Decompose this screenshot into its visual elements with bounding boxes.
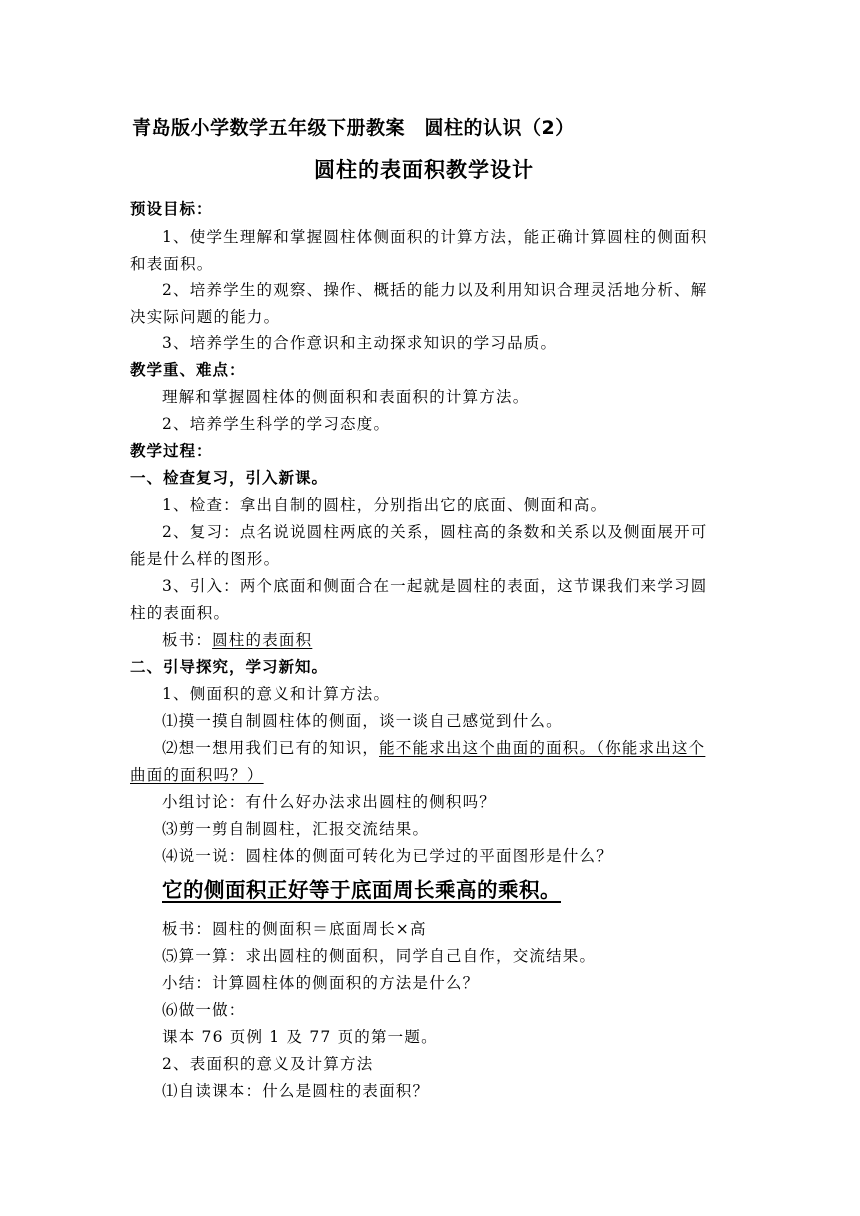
document-subtitle: 圆柱的表面积教学设计: [314, 158, 534, 182]
step-2-text: ⑵想一想用我们已有的知识，: [162, 739, 380, 757]
goal-3: 3、培养学生的合作意识和主动探求知识的学习品质。: [162, 334, 558, 352]
step-4: ⑷说一说：圆柱体的侧面可转化为已学过的平面图形是什么？: [162, 847, 613, 865]
section-2-heading: 二、引导探究，学习新知。: [130, 658, 329, 676]
step-3: ⑶剪一剪自制圆柱，汇报交流结果。: [162, 820, 430, 838]
step-1: ⑴摸一摸自制圆柱体的侧面，谈一谈自己感觉到什么。: [162, 712, 563, 730]
step-6: ⑹做一做：: [162, 1001, 246, 1019]
step-2-line-2: 曲面的面积吗？）: [130, 766, 264, 784]
goals-heading: 预设目标：: [130, 200, 213, 218]
step-7: ⑴自读课本：什么是圆柱的表面积？: [162, 1082, 430, 1100]
section-1-heading: 一、检查复习，引入新课。: [130, 469, 329, 487]
conclusion: 它的侧面积正好等于底面周长乘高的乘积。: [162, 878, 561, 902]
section-2-item-1: 1、侧面积的意义和计算方法。: [162, 685, 391, 703]
blackboard-title: 圆柱的表面积: [212, 631, 313, 649]
key-points-heading: 教学重、难点：: [130, 361, 246, 379]
blackboard-note-2: 板书：圆柱的侧面积＝底面周长×高: [162, 920, 427, 938]
goal-1-line-2: 和表面积。: [130, 255, 214, 273]
step-2-underlined: 能不能求出这个曲面的面积。（你能求出这个: [379, 739, 706, 757]
group-discussion: 小组讨论：有什么好办法求出圆柱的侧积吗？: [162, 793, 497, 811]
section-1-item-2-line-1: 2、复习：点名说说圆柱两底的关系，圆柱高的条数和关系以及侧面展开可: [162, 523, 708, 541]
key-point-2: 2、培养学生科学的学习态度。: [162, 415, 391, 433]
goal-2-line-1: 2、培养学生的观察、操作、概括的能力以及利用知识合理灵活地分析、解: [162, 281, 708, 299]
summary: 小结：计算圆柱体的侧面积的方法是什么？: [162, 974, 480, 992]
goal-2-line-2: 决实际问题的能力。: [130, 308, 281, 326]
section-1-item-2-line-2: 能是什么样的图形。: [130, 550, 281, 568]
goal-1-line-1: 1、使学生理解和掌握圆柱体侧面积的计算方法，能正确计算圆柱的侧面积: [162, 228, 708, 246]
textbook-reference: 课本 76 页例 1 及 77 页的第一题。: [162, 1028, 438, 1046]
section-1-item-1: 1、检查：拿出自制的圆柱，分别指出它的底面、侧面和高。: [162, 496, 608, 514]
section-2-item-2: 2、表面积的意义及计算方法: [162, 1055, 374, 1073]
step-2-line-1: [162, 738, 705, 758]
process-heading: 教学过程：: [130, 442, 213, 460]
section-1-item-3-line-1: 3、引入：两个底面和侧面合在一起就是圆柱的表面，这节课我们来学习圆: [162, 577, 708, 595]
key-point-1: 理解和掌握圆柱体的侧面积和表面积的计算方法。: [162, 388, 530, 406]
section-1-item-3-line-2: 柱的表面积。: [130, 604, 231, 622]
step-5: ⑸算一算：求出圆柱的侧面积，同学自己自作，交流结果。: [162, 947, 597, 965]
blackboard-note-1: [162, 630, 312, 650]
document-title: 青岛版小学数学五年级下册教案 圆柱的认识（2）: [132, 117, 575, 139]
blackboard-label: 板书：: [162, 631, 213, 649]
